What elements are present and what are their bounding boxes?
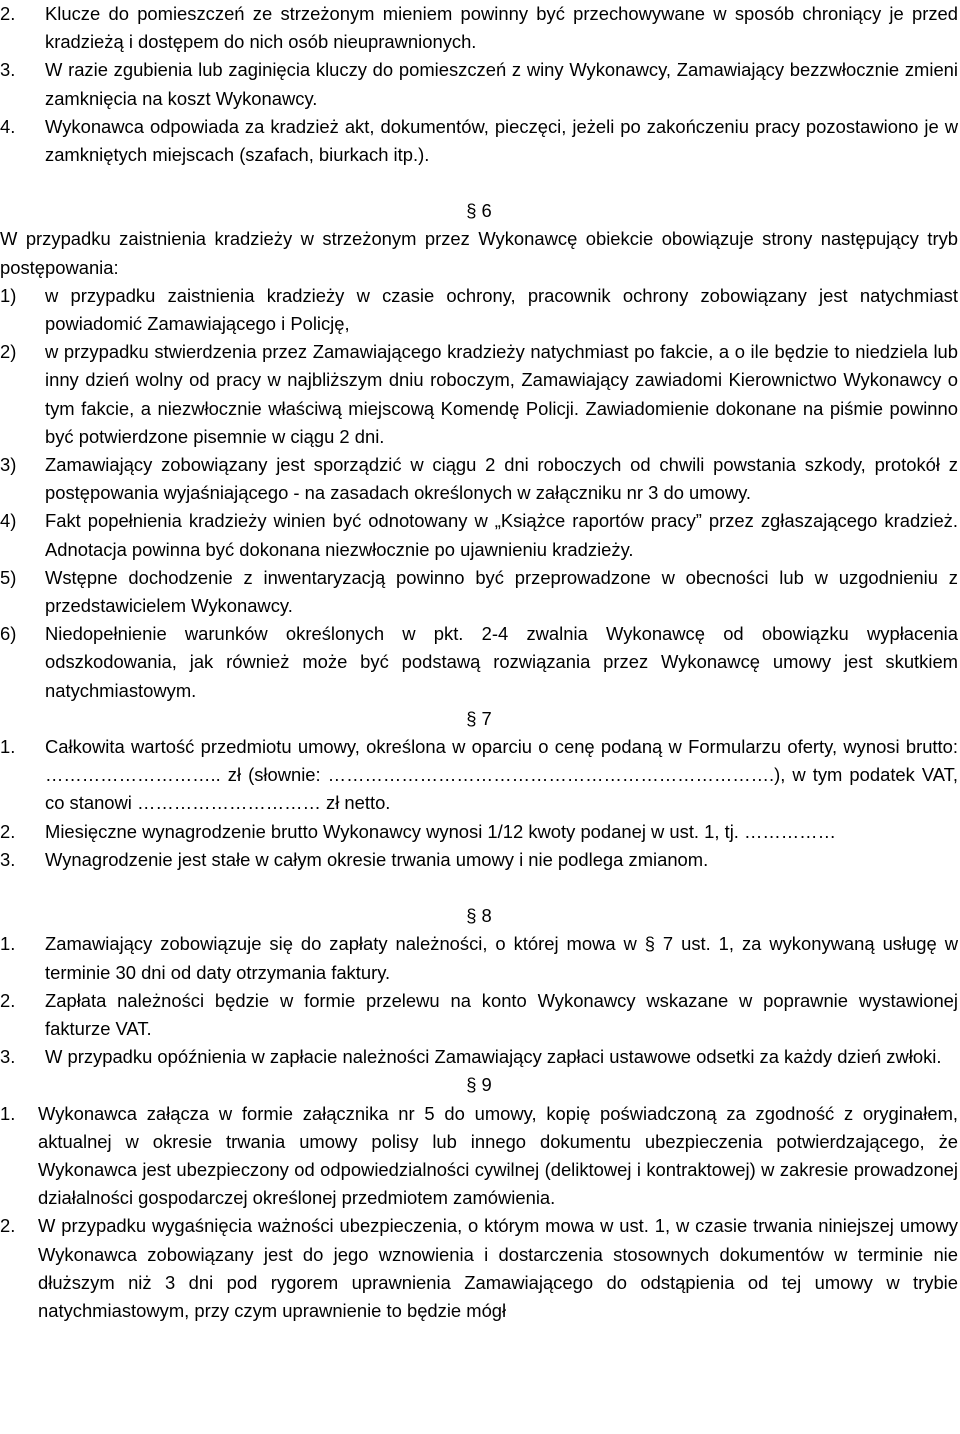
intro-list xyxy=(0,0,958,169)
list-item xyxy=(0,451,958,507)
item-text: Wykonawca załącza w formie załącznika nr 5 do umowy, kopię poświadczoną za zgodność z oryginałem, aktualnej w okresie trwania umowy polisy lub innego dokumentu ubezpieczenia potwierdzającego, że Wykonawca jest ubezpieczony od odpowiedzialności cywilnej (deliktowej i kontraktowej) w zakresie prowadzonej działalności gospodarczej określonej przedmiotem zamówienia. xyxy=(38,1102,958,1209)
item-text: W przypadku opóźnienia w zapłacie należności Zamawiający zapłaci ustawowe odsetki za każdy dzień zwłoki. xyxy=(45,1046,942,1068)
list-item xyxy=(0,564,958,620)
item-text: Wstępne dochodzenie z inwentaryzacją powinno być przeprowadzone w obecności lub w uzgodnieniu z przedstawicielem Wykonawcy. xyxy=(45,566,958,617)
item-number: 2. xyxy=(0,820,16,842)
list-item xyxy=(0,1212,958,1325)
item-text: Zamawiający zobowiązuje się do zapłaty należności, o której mowa w § 7 ust. 1, za wykonywaną usługę w terminie 30 dni od daty otrzymania faktury. xyxy=(45,933,958,983)
item-number: 1. xyxy=(0,933,16,955)
list-item xyxy=(0,1100,958,1213)
section-intro: W przypadku zaistnienia kradzieży w strzeżonym przez Wykonawcę obiekcie obowiązuje strony następujący tryb postępowania: xyxy=(0,228,958,278)
item-number: 1) xyxy=(0,284,17,306)
item-text: Wykonawca odpowiada za kradzież akt, dokumentów, pieczęci, jeżeli po zakończeniu pracy pozostawiono je w zamkniętych miejscach (szafach, biurkach itp.). xyxy=(45,115,958,166)
item-number: 1. xyxy=(0,736,16,758)
item-number: 2. xyxy=(0,989,16,1011)
section-heading: § 8 xyxy=(466,905,492,927)
item-number: 5) xyxy=(0,566,17,588)
item-text: w przypadku stwierdzenia przez Zamawiającego kradzieży natychmiast po fakcie, a o ile będzie to niedziela lub inny dzień wolny od pracy w najbliższym dniu roboczym, Zamawiający zawiadomi Kierownictwo Wykonawcy o tym fakcie, a niezwłocznie właściwą miejscową Komendę Policji. Zawiadomienie dokonane na piśmie powinno być potwierdzone pisemnie w ciągu 2 dni. xyxy=(45,341,958,447)
item-text: w przypadku zaistnienia kradzieży w czasie ochrony, pracownik ochrony zobowiązany jest natychmiast powiadomić Zamawiającego i Policję, xyxy=(45,284,958,335)
item-text: W razie zgubienia lub zaginięcia kluczy do pomieszczeń z winy Wykonawcy, Zamawiający bezzwłocznie zmieni zamknięcia na koszt Wykonawcy. xyxy=(45,59,958,109)
list-item xyxy=(0,846,958,874)
spacer xyxy=(0,169,958,197)
spacer xyxy=(0,874,958,902)
list-item xyxy=(0,987,958,1043)
item-text: Całkowita wartość przedmiotu umowy, określona w oparciu o cenę podaną w Formularzu oferty, wynosi brutto: ……………………….. zł (słownie: ……………………………………………………………….), w tym podatek VAT, co stanowi ………………………… zł netto. xyxy=(45,736,958,814)
list-item xyxy=(0,507,958,563)
item-text: Miesięczne wynagrodzenie brutto Wykonawcy wynosi 1/12 kwoty podanej w ust. 1, tj. …………… xyxy=(45,820,836,842)
item-number: 2) xyxy=(0,341,17,363)
item-text: Zapłata należności będzie w formie przelewu na konto Wykonawcy wskazane w poprawnie wystawionej fakturze VAT. xyxy=(45,989,958,1039)
section-heading: § 9 xyxy=(466,1074,492,1096)
item-number: 2. xyxy=(0,1215,16,1237)
section-heading: § 7 xyxy=(466,707,492,729)
list-item xyxy=(0,0,958,56)
item-number: 4. xyxy=(0,115,16,137)
list-item xyxy=(0,56,958,112)
list-item xyxy=(0,733,958,818)
item-number: 4) xyxy=(0,510,17,532)
list-item xyxy=(0,282,958,338)
item-text: Zamawiający zobowiązany jest sporządzić w ciągu 2 dni roboczych od chwili powstania szkody, protokół z postępowania wyjaśniającego - na zasadach określonych w załączniku nr 3 do umowy. xyxy=(45,454,958,504)
item-number: 3. xyxy=(0,1046,16,1068)
item-number: 3) xyxy=(0,454,17,476)
section-8 xyxy=(0,902,958,1071)
list-item xyxy=(0,113,958,169)
item-text: Wynagrodzenie jest stałe w całym okresie trwania umowy i nie podlega zmianom. xyxy=(45,848,709,870)
item-text: W przypadku wygaśnięcia ważności ubezpieczenia, o którym mowa w ust. 1, w czasie trwania niniejszej umowy Wykonawca zobowiązany jest do jego wznowienia i dostarczenia stosownych dokumentów w terminie nie dłuższym niż 3 dni pod rygorem uprawnienia Zamawiającego do odstąpienia od tej umowy w trybie natychmiastowym, przy czym uprawnienie to będzie mógł xyxy=(38,1215,958,1321)
item-number: 1. xyxy=(0,1102,16,1124)
item-text: Klucze do pomieszczeń ze strzeżonym mieniem powinny być przechowywane w sposób chroniący je przed kradzieżą i dostępem do nich osób nieuprawnionych. xyxy=(45,3,958,53)
item-text: Fakt popełnienia kradzieży winien być odnotowany w „Książce raportów pracy” przez zgłaszającego kradzież. Adnotacja powinna być dokonana niezwłocznie po ujawnieniu kradzieży. xyxy=(45,510,958,560)
item-number: 2. xyxy=(0,3,16,24)
list-item xyxy=(0,818,958,846)
section-7 xyxy=(0,705,958,874)
section-6 xyxy=(0,197,958,705)
section-9 xyxy=(0,1071,958,1325)
list-item xyxy=(0,338,958,451)
item-number: 6) xyxy=(0,623,17,645)
item-number: 3. xyxy=(0,59,16,81)
list-item xyxy=(0,1043,958,1071)
item-text: Niedopełnienie warunków określonych w pkt. 2-4 zwalnia Wykonawcę od obowiązku wypłacenia odszkodowania, jak również może być podstawą rozwiązania przez Wykonawcę umowy jest skutkiem natychmiastowym. xyxy=(45,623,958,701)
list-item xyxy=(0,930,958,986)
section-heading: § 6 xyxy=(466,200,492,222)
list-item xyxy=(0,620,958,705)
item-number: 3. xyxy=(0,848,16,870)
